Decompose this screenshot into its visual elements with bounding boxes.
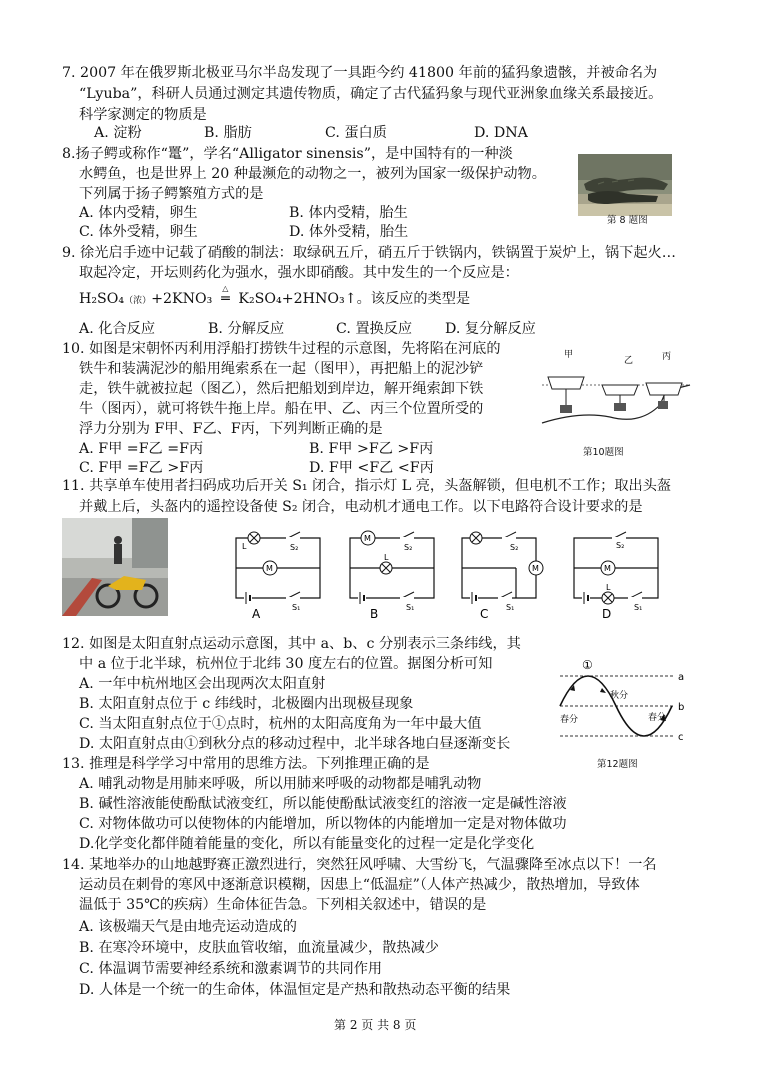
q13-option-c: C. 对物体做功可以使物体的内能增加，所以物体的内能增加一定是对物体做功	[79, 816, 567, 832]
circuit-b-letter: B	[370, 607, 379, 621]
q9-option-b: B. 分解反应	[208, 321, 285, 337]
q12-option-d: D. 太阳直射点由①到秋分点的移动过程中，北半球各地白昼逐渐变长	[79, 736, 511, 752]
q8-option-c: C. 体外受精，卵生	[79, 224, 198, 240]
point-1-label: ①	[582, 658, 593, 672]
q9-eq-right: K₂SO₄+2HNO₃↑。该反应的类型是	[238, 291, 471, 307]
q8-option-b: B. 体内受精，胎生	[289, 205, 408, 221]
q7-line3: 科学家测定的物质是	[79, 107, 207, 123]
q7-option-b: B. 脂肪	[204, 125, 252, 141]
lat-a-label: a	[678, 672, 685, 683]
circuit-d-motor-label: M	[604, 564, 611, 573]
circuit-d-s2-label: S₂	[616, 541, 625, 550]
q14-option-c: C. 体温调节需要神经系统和激素调节的共同作用	[79, 961, 383, 977]
q7-line1: 7. 2007 年在俄罗斯北极亚马尔半岛发现了一具距今约 41800 年前的猛犸象遗骸，并被命名为	[62, 65, 658, 81]
q7-option-c: C. 蛋白质	[325, 125, 387, 141]
q8-line3: 下列属于扬子鳄繁殖方式的是	[79, 186, 264, 202]
q10-option-b: B. F甲 >F乙 >F丙	[309, 441, 434, 457]
circuit-c-letter: C	[480, 607, 489, 621]
q9-eq-heat: △	[222, 284, 229, 293]
boat-label-yi: 乙	[624, 356, 634, 366]
sun-direct-point-diagram	[556, 656, 696, 752]
q14-line2: 运动员在刺骨的寒风中逐渐意识模糊，因患上“低温症”（人体产热减少，散热增加，导致体	[79, 877, 640, 893]
q12-option-a: A. 一年中杭州地区会出现两次太阳直射	[79, 676, 326, 692]
circuit-a-letter: A	[252, 607, 261, 621]
q12-figure-caption: 第12题图	[597, 759, 638, 770]
q9-option-a: A. 化合反应	[79, 321, 156, 337]
q9-eq-left: H₂SO₄	[79, 291, 125, 307]
q9-option-d: D. 复分解反应	[445, 321, 536, 337]
q10-line3: 走，铁牛就被拉起（图乙），然后把船划到岸边，解开绳索卸下铁	[79, 381, 484, 397]
q10-figure-caption: 第10题图	[583, 447, 624, 458]
q14-option-b: B. 在寒冷环境中，皮肤血管收缩，血流量减少，散热减少	[79, 940, 439, 956]
bike-photo	[62, 518, 168, 616]
lat-b-label: b	[678, 702, 685, 713]
circuit-d	[568, 528, 668, 621]
q9-eq-dense: （浓）	[124, 296, 152, 306]
alligator-photo	[578, 154, 672, 216]
circuit-b-lamp-label: L	[384, 553, 389, 562]
q11-line1: 11. 共享单车使用者扫码成功后开关 S₁ 闭合，指示灯 L 亮，头盔解锁，但电机不工作；取出头盔	[62, 478, 672, 494]
boat-label-jia: 甲	[564, 350, 574, 360]
circuit-c-s2-label: S₂	[510, 543, 519, 552]
q13-line1: 13. 推理是科学学习中常用的思维方法。下列推理正确的是	[62, 756, 430, 772]
q10-option-d: D. F甲 <F乙 <F丙	[309, 460, 434, 476]
circuit-b-motor-label: M	[364, 534, 371, 543]
circuit-a-motor-label: M	[266, 564, 273, 573]
q7-option-a: A. 淀粉	[94, 125, 142, 141]
spring-equinox-right-label: 春分	[648, 713, 667, 723]
circuit-d-lamp-label: L	[606, 583, 611, 592]
circuit-b	[344, 528, 444, 621]
lat-c-label: c	[678, 732, 684, 743]
q13-option-b: B. 碱性溶液能使酚酞试液变红，所以能使酚酞试液变红的溶液一定是碱性溶液	[79, 796, 567, 812]
q12-option-b: B. 太阳直射点位于 c 纬线时，北极圈内出现极昼现象	[79, 696, 414, 712]
q7-option-d: D. DNA	[474, 125, 528, 141]
boat-diagram	[540, 345, 700, 437]
circuit-d-letter: D	[602, 607, 612, 621]
q10-line2: 铁牛和装满泥沙的船用绳索系在一起（图甲），再把船上的泥沙铲	[79, 361, 484, 377]
q8-line2: 水鳄鱼，也是世界上 20 种最濒危的动物之一，被列为国家一级保护动物。	[79, 166, 546, 182]
page-footer: 第 2 页 共 8 页	[334, 1018, 417, 1032]
circuit-a-s2-label: S₂	[290, 543, 299, 552]
q8-option-a: A. 体内受精，卵生	[79, 205, 198, 221]
circuit-a	[230, 528, 330, 621]
q10-option-a: A. F甲 =F乙 =F丙	[79, 441, 204, 457]
q8-figure-caption: 第 8 题图	[607, 215, 648, 226]
boat-label-bing: 丙	[662, 352, 672, 362]
circuit-c	[456, 528, 556, 621]
q9-line2: 取起冷定，开坛则药化为强水，强水即硝酸。其中发生的一个反应是：	[79, 265, 519, 281]
q10-line1: 10. 如图是宋朝怀丙利用浮船打捞铁牛过程的示意图，先将陷在河底的	[62, 341, 501, 357]
q9-line1: 9. 徐光启手迹中记载了硝酸的制法：取绿矾五斤，硝五斤于铁锅内，铁锅置于炭炉上，锅下起火…	[62, 245, 676, 261]
circuit-b-s1-label: S₁	[406, 603, 415, 612]
circuit-b-s2-label: S₂	[404, 543, 413, 552]
q13-option-a: A. 哺乳动物是用肺来呼吸，所以用肺来呼吸的动物都是哺乳动物	[79, 776, 482, 792]
circuit-a-lamp-label: L	[242, 542, 247, 551]
q13-option-d: D.化学变化都伴随着能量的变化，所以有能量变化的过程一定是化学变化	[79, 836, 535, 852]
q12-line2: 中 a 位于北半球，杭州位于北纬 30 度左右的位置。据图分析可知	[79, 656, 493, 672]
q11-line2: 并戴上后，头盔内的遥控设备使 S₂ 闭合，电动机才通电工作。以下电路符合设计要求的是	[79, 499, 643, 515]
autumn-equinox-label: 秋分	[610, 691, 629, 701]
q7-line2: “Lyuba”，科研人员通过测定其遗传物质，确定了古代猛犸象与现代亚洲象血缘关系最接近。	[79, 86, 663, 102]
q12-line1: 12. 如图是太阳直射点运动示意图，其中 a、b、c 分别表示三条纬线，其	[62, 636, 521, 652]
q10-line4: 牛（图丙），就可将铁牛拖上岸。船在甲、乙、丙三个位置所受的	[79, 401, 484, 417]
circuit-a-s1-label: S₁	[292, 603, 301, 612]
spring-equinox-left-label: 春分	[560, 715, 579, 725]
q14-line3: 温低于 35℃的疾病）生命体征告急。下列相关叙述中，错误的是	[79, 897, 487, 913]
q12-option-c: C. 当太阳直射点位于①点时，杭州的太阳高度角为一年中最大值	[79, 716, 482, 732]
q14-option-d: D. 人体是一个统一的生命体，体温恒定是产热和散热动态平衡的结果	[79, 982, 511, 998]
circuit-c-motor-label: M	[532, 564, 539, 573]
q9-eq-mid: +2KNO₃	[151, 291, 213, 307]
q8-line1: 8.扬子鳄或称作“鼍”，学名“Alligator sinensis”，是中国特有的一种淡	[62, 146, 513, 162]
q8-option-d: D. 体外受精，胎生	[289, 224, 409, 240]
circuit-c-s1-label: S₁	[506, 603, 515, 612]
q14-line1: 14. 某地举办的山地越野赛正激烈进行，突然狂风呼啸、大雪纷飞，气温骤降至冰点以下！一名	[62, 857, 657, 873]
q10-option-c: C. F甲 =F乙 >F丙	[79, 460, 204, 476]
q9-option-c: C. 置换反应	[336, 321, 413, 337]
q10-line5: 浮力分别为 F甲、F乙、F丙，下列判断正确的是	[79, 421, 383, 437]
q9-equation: H₂SO₄（浓）+2KNO₃ △ ═ K₂SO₄+2HNO₃↑。该反应的类型是	[79, 290, 470, 311]
circuit-d-s1-label: S₁	[634, 603, 643, 612]
q14-option-a: A. 该极端天气是由地壳运动造成的	[79, 919, 297, 935]
